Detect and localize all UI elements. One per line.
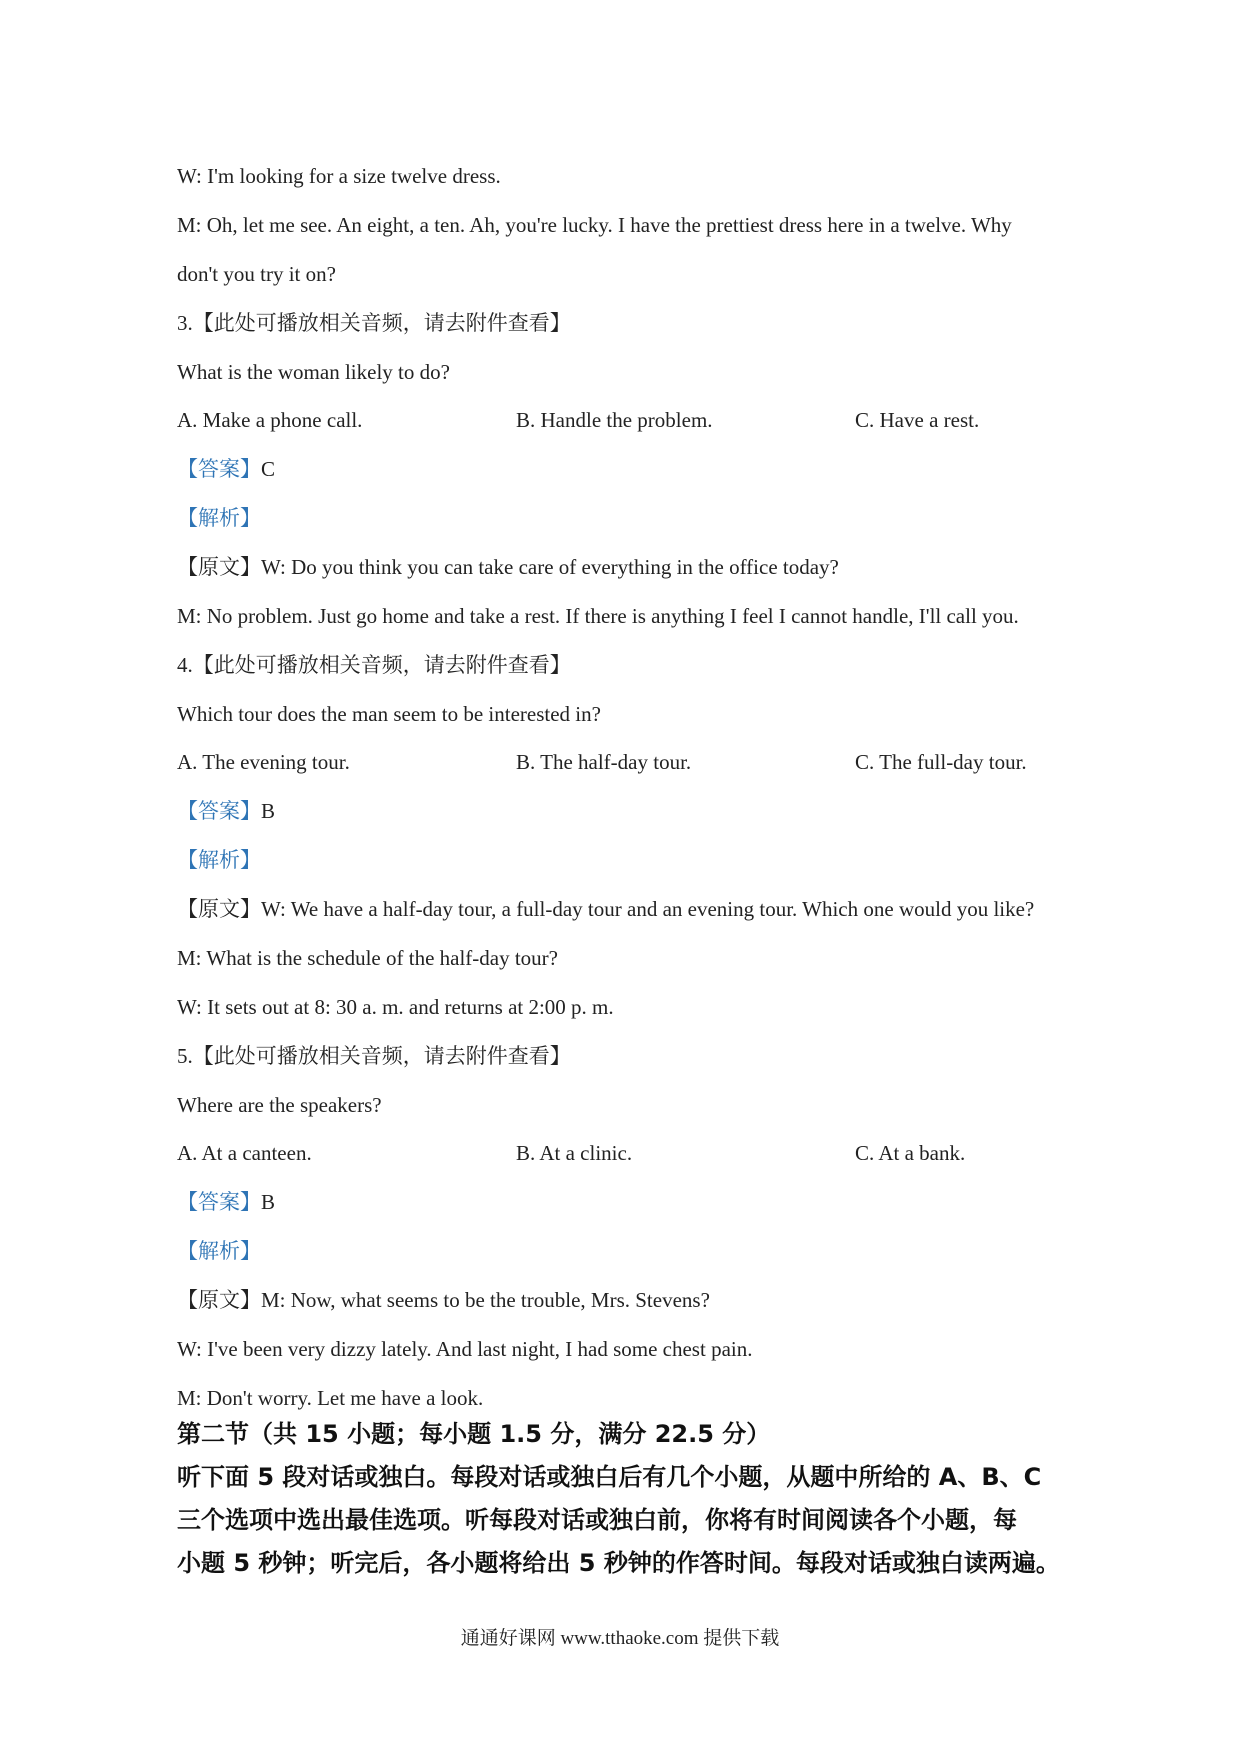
option-a: A. The evening tour.: [177, 750, 350, 774]
question-text-5: Where are the speakers?: [177, 1093, 382, 1117]
options-row-4: [0, 748, 1240, 778]
analysis-tag: 【解析】: [177, 1239, 261, 1263]
answer-value: C: [261, 457, 276, 481]
answer-line-5: [177, 1188, 275, 1216]
answer-line-3: [177, 455, 275, 483]
option-a: A. At a canteen.: [177, 1141, 312, 1165]
option-b: B. The half-day tour.: [516, 750, 692, 774]
dialogue-line: W: I'm looking for a size twelve dress.: [177, 164, 501, 188]
answer-value: B: [261, 799, 276, 823]
page-footer: 通通好课网 www.tthaoke.com 提供下载: [460, 1628, 780, 1649]
transcript-line: 【原文】W: Do you think you can take care of everything in the office today?: [177, 555, 839, 579]
option-a: A. Make a phone call.: [177, 408, 363, 432]
section-instructions: 听下面 5 段对话或独白。每段对话或独白后有几个小题，从题中所给的 A、B、C: [177, 1463, 1042, 1491]
answer-tag: 【答案】: [177, 1190, 261, 1214]
options-row-3: [0, 406, 1240, 436]
analysis-tag: 【解析】: [177, 506, 261, 530]
section-instructions: 三个选项中选出最佳选项。听每段对话或独白前，你将有时间阅读各个小题，每: [177, 1506, 1017, 1534]
question-header-4: 4.【此处可播放相关音频，请去附件查看】: [177, 653, 571, 677]
dialogue-line: don't you try it on?: [177, 262, 336, 286]
option-b: B. Handle the problem.: [516, 408, 713, 432]
analysis-tag: 【解析】: [177, 848, 261, 872]
transcript-line: M: What is the schedule of the half-day tour?: [177, 946, 558, 970]
transcript-line: 【原文】M: Now, what seems to be the trouble, Mrs. Stevens?: [177, 1288, 710, 1312]
transcript-line: M: Don't worry. Let me have a look.: [177, 1386, 484, 1410]
transcript-line: W: It sets out at 8: 30 a. m. and returns at 2:00 p. m.: [177, 995, 614, 1019]
answer-value: B: [261, 1190, 276, 1214]
question-text-4: Which tour does the man seem to be interested in?: [177, 702, 601, 726]
transcript-line: 【原文】W: We have a half-day tour, a full-day tour and an evening tour. Which one would you like?: [177, 897, 1035, 921]
question-text-3: What is the woman likely to do?: [177, 360, 450, 384]
section-title: 第二节（共 15 小题；每小题 1.5 分，满分 22.5 分）: [177, 1420, 771, 1448]
question-header-3: 3.【此处可播放相关音频，请去附件查看】: [177, 311, 571, 335]
answer-line-4: [177, 797, 275, 825]
section-instructions: 小题 5 秒钟；听完后，各小题将给出 5 秒钟的作答时间。每段对话或独白读两遍。: [177, 1549, 1060, 1577]
question-header-5: 5.【此处可播放相关音频，请去附件查看】: [177, 1044, 571, 1068]
transcript-line: M: No problem. Just go home and take a rest. If there is anything I feel I cannot handle, I'll call you.: [177, 604, 1019, 628]
dialogue-line: M: Oh, let me see. An eight, a ten. Ah, you're lucky. I have the prettiest dress here in a twelve. Why: [177, 213, 1012, 237]
answer-tag: 【答案】: [177, 799, 261, 823]
option-c: C. The full-day tour.: [855, 750, 1027, 774]
transcript-line: W: I've been very dizzy lately. And last night, I had some chest pain.: [177, 1337, 753, 1361]
answer-tag: 【答案】: [177, 457, 261, 481]
option-b: B. At a clinic.: [516, 1141, 633, 1165]
option-c: C. At a bank.: [855, 1141, 966, 1165]
options-row-5: [0, 1139, 1240, 1169]
option-c: C. Have a rest.: [855, 408, 980, 432]
